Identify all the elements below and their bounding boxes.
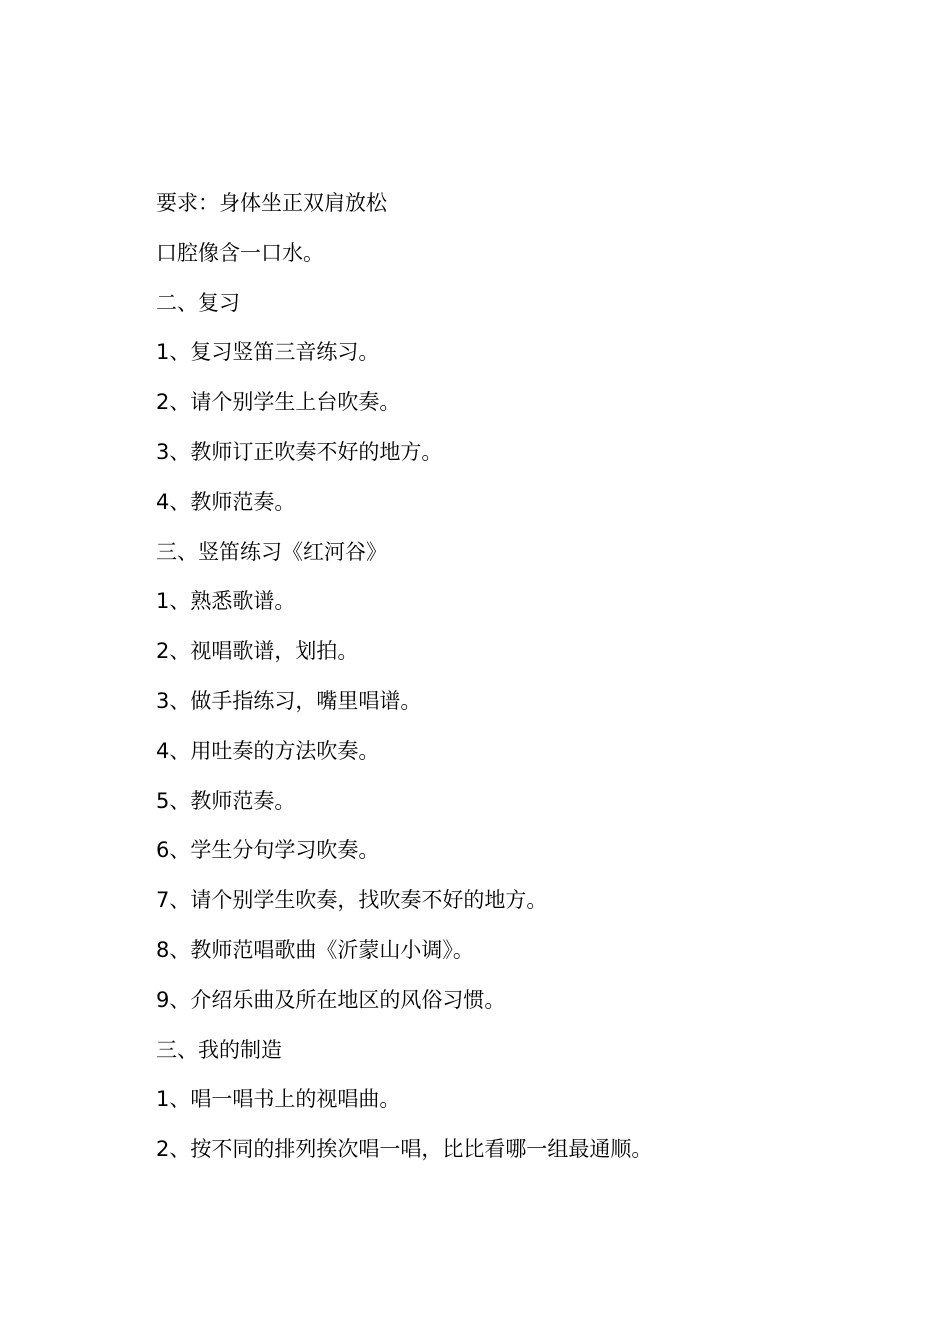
- list-item: 8、教师范唱歌曲《沂蒙山小调》。: [156, 937, 474, 962]
- section-heading: 三、竖笛练习《红河谷》: [156, 539, 387, 564]
- list-item: 6、学生分句学习吹奏。: [156, 838, 380, 863]
- list-item: 2、视唱歌谱，划拍。: [156, 639, 359, 664]
- section-heading: 二、复习: [156, 290, 240, 315]
- text-line: 口腔像含一口水。: [156, 240, 324, 265]
- document-body: [156, 179, 856, 1175]
- list-item: 9、介绍乐曲及所在地区的风俗习惯。: [156, 987, 506, 1012]
- list-item: 1、唱一唱书上的视唱曲。: [156, 1087, 401, 1112]
- text-line: 要求：身体坐正双肩放松: [156, 191, 387, 215]
- list-item: 1、复习竖笛三音练习。: [156, 340, 380, 365]
- list-item: 4、教师范奏。: [156, 489, 296, 514]
- list-item: 5、教师范奏。: [156, 788, 296, 813]
- section-heading: 三、我的制造: [156, 1037, 282, 1062]
- list-item: 1、熟悉歌谱。: [156, 589, 296, 614]
- list-item: 4、用吐奏的方法吹奏。: [156, 738, 380, 763]
- list-item: 3、做手指练习，嘴里唱谱。: [156, 688, 422, 713]
- list-item: 2、按不同的排列挨次唱一唱，比比看哪一组最通顺。: [156, 1137, 653, 1162]
- list-item: 3、教师订正吹奏不好的地方。: [156, 439, 443, 464]
- list-item: 2、请个别学生上台吹奏。: [156, 390, 401, 415]
- list-item: 7、请个别学生吹奏，找吹奏不好的地方。: [156, 888, 548, 913]
